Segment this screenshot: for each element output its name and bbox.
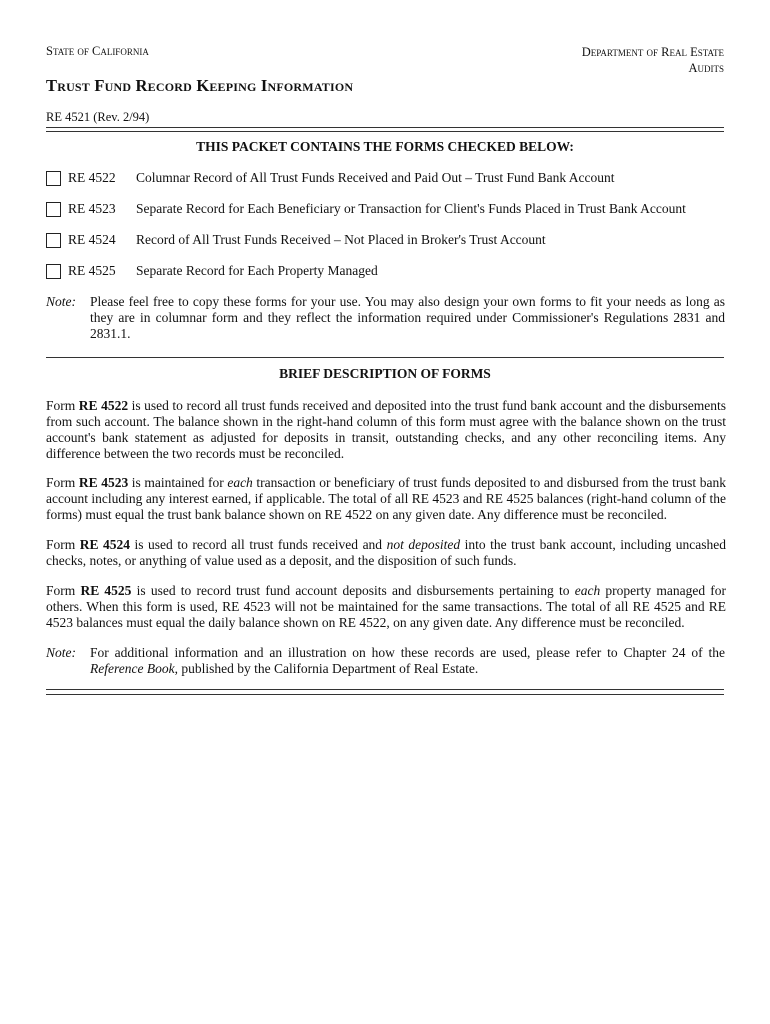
- form-number: RE 4521 (Rev. 2/94): [46, 110, 150, 124]
- divider-bottom-2: [46, 694, 724, 695]
- form-code-bold: RE 4523: [78, 475, 129, 490]
- note-label-2: Note:: [46, 645, 76, 660]
- checkbox-re4525[interactable]: [46, 264, 61, 279]
- note-text: Please feel free to copy these forms for your use. You may also design your own forms to fit your needs as long as they are in columnar form and they reflect the information required under Commissioner's Regulations 2831 and 2831.1.: [90, 294, 725, 341]
- form-code-bold: RE 4524: [79, 537, 131, 552]
- form-row-re4525[interactable]: [46, 263, 726, 281]
- form-code: RE 4525: [68, 263, 116, 278]
- divider-mid: [46, 357, 724, 358]
- form-description: Separate Record for Each Beneficiary or Transaction for Client's Funds Placed in Trust Bank Account: [136, 201, 686, 216]
- description-re4525: Form RE 4525 is used to record trust fund account deposits and disbursements pertaining to each property managed for others. When this form is used, RE 4523 will not be maintained for the same transactions. The total of all RE 4525 and RE 4523 balances must equal the daily balance shown on RE 4522, on any given date. Any difference must be reconciled.: [46, 583, 727, 630]
- reference-book-title: Reference Book: [90, 661, 175, 676]
- packet-heading: THIS PACKET CONTAINS THE FORMS CHECKED BELOW:: [196, 139, 574, 154]
- description-re4522: Form RE 4522 is used to record all trust funds received and deposited into the trust fund bank account and the disbursements from such account. The balance shown in the right-hand column of this form must agree with the balance shown on the trust account's bank statement as adjusted for deposits in transit, outstanding checks, and any other reconciling items. Any difference between the two records must be reconciled.: [46, 398, 726, 461]
- form-row-re4524[interactable]: [46, 232, 726, 250]
- form-code-bold: RE 4525: [80, 583, 132, 598]
- form-description: Columnar Record of All Trust Funds Received and Paid Out – Trust Fund Bank Account: [136, 170, 615, 185]
- checkbox-re4523[interactable]: [46, 202, 61, 217]
- form-code: RE 4524: [68, 232, 116, 247]
- checkbox-re4524[interactable]: [46, 233, 61, 248]
- form-description: Separate Record for Each Property Managed: [136, 263, 378, 278]
- note-label: Note:: [46, 294, 76, 309]
- form-code-bold: RE 4522: [78, 398, 129, 413]
- description-re4524: Form RE 4524 is used to record all trust funds received and not deposited into the trust bank account, including uncashed checks, notes, or anything of value used as a deposit, and the disposition of such funds.: [46, 537, 726, 568]
- form-row-re4523[interactable]: [46, 201, 726, 219]
- department-block: [582, 44, 724, 76]
- divider-top-2: [46, 131, 724, 132]
- divider-top-1: [46, 127, 724, 128]
- form-code: RE 4523: [68, 201, 116, 216]
- department-label: Department of Real Estate: [581, 45, 724, 59]
- checkbox-re4522[interactable]: [46, 171, 61, 186]
- brief-heading: BRIEF DESCRIPTION OF FORMS: [279, 366, 491, 381]
- form-description: Record of All Trust Funds Received – Not Placed in Broker's Trust Account: [136, 232, 546, 247]
- description-re4523: Form RE 4523 is maintained for each transaction or beneficiary of trust funds deposited to and disbursed from the trust bank account including any interest earned, if applicable. The total of all RE 4523 and RE 4525 balances (right-hand column of the forms) must equal the trust bank balance shown on RE 4522 on any given date. Any difference must be reconciled.: [46, 475, 726, 522]
- form-row-re4522[interactable]: [46, 170, 726, 188]
- state-label: State of California: [46, 44, 149, 58]
- division-label: Audits: [688, 61, 724, 75]
- document-title: Trust Fund Record Keeping Information: [46, 76, 354, 95]
- note-text-2: For additional information and an illustration on how these records are used, please refer to Chapter 24 of the Reference Book, published by the California Department of Real Estate.: [90, 645, 725, 676]
- form-code: RE 4522: [68, 170, 116, 185]
- divider-bottom-1: [46, 689, 724, 690]
